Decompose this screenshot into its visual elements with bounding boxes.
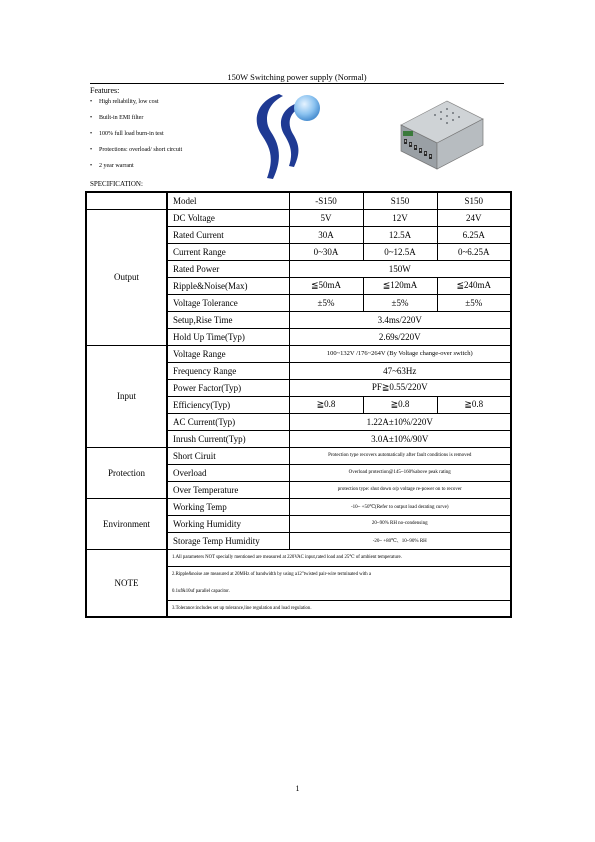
table-row	[86, 447, 511, 464]
note-line: 3.Tolerance:includes set up tolerance,line regulation and load regulation.	[167, 600, 511, 617]
param-value: Protection type recovers automatically after fault conditions is removed	[289, 447, 511, 464]
param-label: Inrush Current(Typ)	[167, 430, 289, 447]
param-label: Overload	[167, 464, 289, 481]
param-value: ≦50mA	[289, 277, 363, 294]
model-name: -S150	[289, 192, 363, 209]
table-row	[86, 498, 511, 515]
param-value: 12V	[363, 209, 437, 226]
param-label: Efficiency(Typ)	[167, 396, 289, 413]
category-output: Output	[86, 209, 167, 345]
param-value: ≧0.8	[437, 396, 511, 413]
param-value: 24V	[437, 209, 511, 226]
table-row	[86, 345, 511, 362]
param-value: ≦120mA	[363, 277, 437, 294]
note-line: 0.1uf&10uf parallel capacitor.	[167, 583, 511, 600]
param-label: Ripple&Noise(Max)	[167, 277, 289, 294]
param-value: 6.25A	[437, 226, 511, 243]
param-label: Short Ciruit	[167, 447, 289, 464]
table-row	[86, 192, 511, 209]
param-value: 12.5A	[363, 226, 437, 243]
list-item: • Protections: overload/ short circuit	[90, 147, 183, 153]
param-value: protection type: shut down o/p voltage re-power on to recover	[289, 481, 511, 498]
param-value: 0~30A	[289, 243, 363, 260]
page-number: 1	[295, 784, 300, 793]
category-protection: Protection	[86, 447, 167, 498]
param-label: Voltage Range	[167, 345, 289, 362]
list-item: • High reliability, low cost	[90, 99, 159, 105]
note-line: 2.Ripple&noise are measured at 20MHz of bandwidth by using a12"twisted pair-wire terminated with a	[167, 566, 511, 583]
features-list	[90, 99, 182, 179]
param-value: -10~ +50℃(Refer to output load derating curve)	[289, 498, 511, 515]
param-value: ±5%	[363, 294, 437, 311]
param-value: 0~12.5A	[363, 243, 437, 260]
param-label: Rated Power	[167, 260, 289, 277]
param-value: Overload protection@145~160%above peak rating	[289, 464, 511, 481]
model-name: S150	[437, 192, 511, 209]
specification-table	[85, 191, 512, 618]
param-value: 5V	[289, 209, 363, 226]
param-value: 20~90% RH no-condensing	[289, 515, 511, 532]
param-value: 2.69s/220V	[289, 328, 511, 345]
param-label: Over Temperature	[167, 481, 289, 498]
company-logo	[245, 90, 325, 182]
category-note: NOTE	[86, 549, 167, 617]
param-label: Working Humidity	[167, 515, 289, 532]
list-item: • Built-in EMI filter	[90, 115, 144, 121]
list-item: • 2 year warrant	[90, 163, 134, 169]
param-value: ≦240mA	[437, 277, 511, 294]
param-value: PF≧0.55/220V	[289, 379, 511, 396]
title-divider	[90, 83, 504, 84]
param-value: 0~6.25A	[437, 243, 511, 260]
param-value: ±5%	[437, 294, 511, 311]
category-environment: Environment	[86, 498, 167, 549]
param-label: Setup,Rise Time	[167, 311, 289, 328]
param-value: 3.0A±10%/90V	[289, 430, 511, 447]
features-heading: Features:	[90, 86, 120, 95]
specification-heading: SPECIFICATION:	[90, 180, 143, 188]
document-title: 150W Switching power supply (Normal)	[227, 72, 367, 82]
param-value: 150W	[289, 260, 511, 277]
param-value: 100~132V /176~264V (By Voltage change-over switch)	[289, 345, 511, 362]
param-label: Power Factor(Typ)	[167, 379, 289, 396]
param-label: Working Temp	[167, 498, 289, 515]
param-value: 1.22A±10%/220V	[289, 413, 511, 430]
category-input: Input	[86, 345, 167, 447]
list-item: • 100% full load burn-in test	[90, 131, 164, 137]
param-label: Rated Current	[167, 226, 289, 243]
param-label: AC Current(Typ)	[167, 413, 289, 430]
param-value: -20~ +80℃、10~90% RH	[289, 532, 511, 549]
param-label: DC Voltage	[167, 209, 289, 226]
param-label: Voltage Tolerance	[167, 294, 289, 311]
param-label: Current Range	[167, 243, 289, 260]
power-supply-image	[395, 95, 487, 177]
model-name: S150	[363, 192, 437, 209]
note-line: 1.All parameters NOT specially mentioned are measured at 220VAC input,rated load and 25℃ of ambient temperature.	[167, 549, 511, 566]
param-value: 47~63Hz	[289, 362, 511, 379]
param-value: 3.4ms/220V	[289, 311, 511, 328]
param-value: 30A	[289, 226, 363, 243]
param-value: ≧0.8	[363, 396, 437, 413]
model-label: Model	[167, 192, 289, 209]
param-label: Storage Temp Humidity	[167, 532, 289, 549]
table-row	[86, 549, 511, 566]
param-value: ±5%	[289, 294, 363, 311]
param-value: ≧0.8	[289, 396, 363, 413]
param-label: Hold Up Time(Typ)	[167, 328, 289, 345]
table-row	[86, 209, 511, 226]
param-label: Frequency Range	[167, 362, 289, 379]
